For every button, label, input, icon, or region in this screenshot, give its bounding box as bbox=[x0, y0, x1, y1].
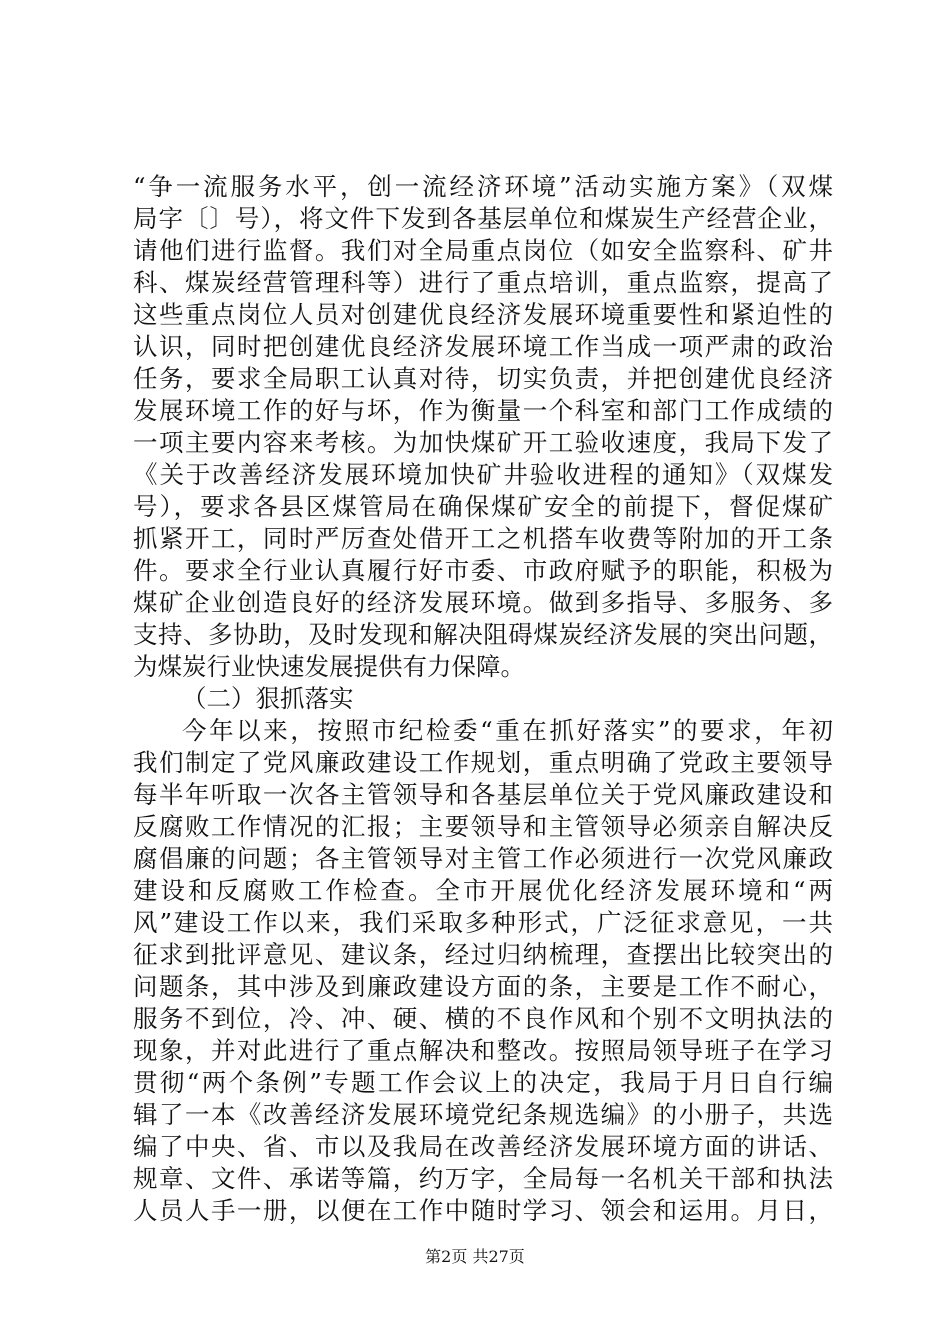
text-line: 请他们进行监督。我们对全局重点岗位（如安全监察科、矿井 bbox=[133, 236, 833, 265]
paragraph-2 bbox=[133, 715, 833, 1227]
page-number-footer: 第2页 共27页 bbox=[425, 1247, 525, 1266]
text-line: 发展环境工作的好与坏，作为衡量一个科室和部门工作成绩的 bbox=[133, 396, 833, 425]
text-line: 我们制定了党风廉政建设工作规划，重点明确了党政主要领导 bbox=[133, 748, 833, 777]
text-line: 辑了一本《改善经济发展环境党纪条规选编》的小册子，共选 bbox=[133, 1100, 833, 1129]
text-line: 科、煤炭经营管理科等）进行了重点培训，重点监察，提高了 bbox=[133, 268, 833, 297]
text-line: 《关于改善经济发展环境加快矿井验收进程的通知》（双煤发 bbox=[133, 460, 833, 489]
text-line: 人员人手一册，以便在工作中随时学习、领会和运用。月日， bbox=[133, 1196, 833, 1225]
text-line: 腐倡廉的问题；各主管领导对主管工作必须进行一次党风廉政 bbox=[133, 844, 833, 873]
text-line: 贯彻“两个条例”专题工作会议上的决定，我局于月日自行编 bbox=[133, 1068, 833, 1097]
text-line: 建设和反腐败工作检查。全市开展优化经济发展环境和“两 bbox=[133, 876, 833, 905]
text-line: 每半年听取一次各主管领导和各基层单位关于党风廉政建设和 bbox=[133, 780, 833, 809]
text-line: 任务，要求全局职工认真对待，切实负责，并把创建优良经济 bbox=[133, 364, 833, 393]
text-line: “争一流服务水平，创一流经济环境”活动实施方案》（双煤 bbox=[133, 172, 833, 201]
text-line: 支持、多协助，及时发现和解决阻碍煤炭经济发展的突出问题， bbox=[133, 620, 833, 649]
text-line: 征求到批评意见、建议条，经过归纳梳理，查摆出比较突出的 bbox=[133, 940, 833, 969]
text-line: 件。要求全行业认真履行好市委、市政府赋予的职能，积极为 bbox=[133, 556, 833, 585]
text-line: 抓紧开工，同时严厉查处借开工之机搭车收费等附加的开工条 bbox=[133, 524, 833, 553]
text-line: 现象，并对此进行了重点解决和整改。按照局领导班子在学习 bbox=[133, 1036, 833, 1065]
text-line: 服务不到位，冷、冲、硬、横的不良作风和个别不文明执法的 bbox=[133, 1004, 833, 1033]
text-line: 一项主要内容来考核。为加快煤矿开工验收速度，我局下发了 bbox=[133, 428, 833, 457]
paragraph-1 bbox=[133, 171, 833, 683]
text-line: 风”建设工作以来，我们采取多种形式，广泛征求意见，一共 bbox=[133, 908, 833, 937]
text-line: 问题条，其中涉及到廉政建设方面的条，主要是工作不耐心， bbox=[133, 972, 833, 1001]
text-line: 局字〔〕号），将文件下发到各基层单位和煤炭生产经营企业， bbox=[133, 204, 833, 233]
text-line: 煤矿企业创造良好的经济发展环境。做到多指导、多服务、多 bbox=[133, 588, 833, 617]
section-heading: （二）狠抓落实 bbox=[182, 684, 354, 713]
text-line: 这些重点岗位人员对创建优良经济发展环境重要性和紧迫性的 bbox=[133, 300, 833, 329]
body-text bbox=[133, 171, 833, 1227]
text-line: 反腐败工作情况的汇报；主要领导和主管领导必须亲自解决反 bbox=[133, 812, 833, 841]
text-line: 编了中央、省、市以及我局在改善经济发展环境方面的讲话、 bbox=[133, 1132, 833, 1161]
text-line: 今年以来，按照市纪检委“重在抓好落实”的要求，年初 bbox=[182, 716, 833, 745]
text-line: 为煤炭行业快速发展提供有力保障。 bbox=[133, 652, 525, 681]
text-line: 认识，同时把创建优良经济发展环境工作当成一项严肃的政治 bbox=[133, 332, 833, 361]
text-line: 规章、文件、承诺等篇，约万字，全局每一名机关干部和执法 bbox=[133, 1164, 833, 1193]
text-line: 号），要求各县区煤管局在确保煤矿安全的前提下，督促煤矿 bbox=[133, 492, 833, 521]
